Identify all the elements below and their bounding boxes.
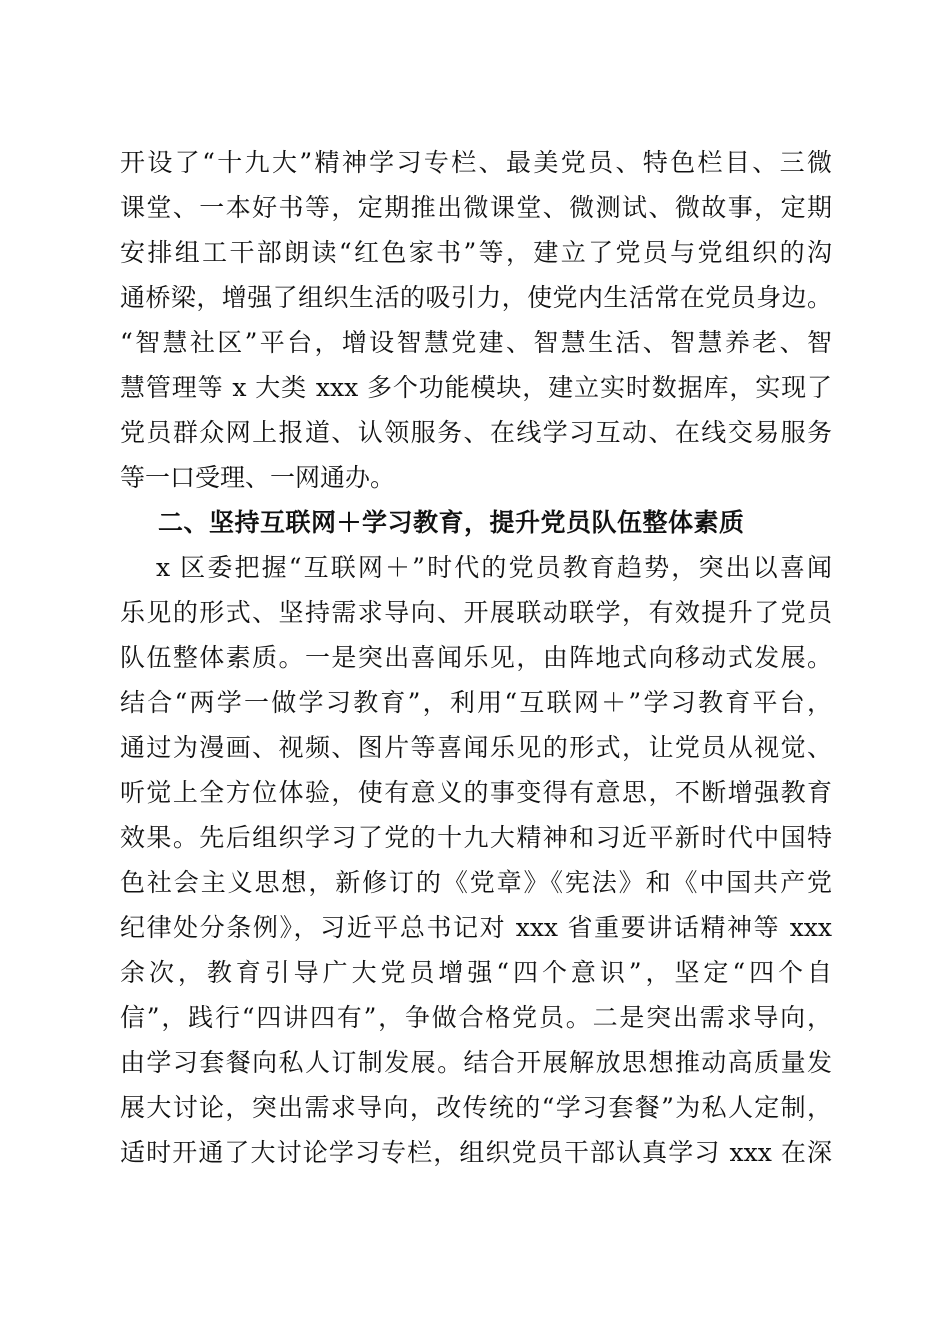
body-line: 效果。先后组织学习了党的十九大精神和习近平新时代中国特 [120,823,832,852]
body-line: 余次，教育引导广大党员增强“四个意识”，坚定“四个自 [120,958,832,987]
body-line: 适时开通了大讨论学习专栏，组织党员干部认真学习 xxx 在深 [120,1138,832,1167]
body-line: 结合“两学一做学习教育”，利用“互联网＋”学习教育平台， [120,688,832,717]
body-line: 信”，践行“四讲四有”，争做合格党员。二是突出需求导向， [120,1003,832,1032]
body-line: 色社会主义思想，新修订的《党章》《宪法》和《中国共产党 [120,868,832,897]
body-line: “智慧社区”平台，增设智慧党建、智慧生活、智慧养老、智 [120,328,832,357]
document-body [120,140,832,1175]
body-line: 等一口受理、一网通办。 [120,463,396,492]
body-line: 开设了“十九大”精神学习专栏、最美党员、特色栏目、三微 [120,148,832,177]
body-line: x 区委把握“互联网＋”时代的党员教育趋势，突出以喜闻 [156,553,832,582]
body-line: 乐见的形式、坚持需求导向、开展联动联学，有效提升了党员 [120,598,832,627]
body-line: 展大讨论，突出需求导向，改传统的“学习套餐”为私人定制， [120,1093,832,1122]
body-line: 通桥梁，增强了组织生活的吸引力，使党内生活常在党员身边。 [120,283,832,312]
body-line: 慧管理等 x 大类 xxx 多个功能模块，建立实时数据库，实现了 [120,373,832,402]
body-line: 听觉上全方位体验，使有意义的事变得有意思，不断增强教育 [120,778,832,807]
body-line: 通过为漫画、视频、图片等喜闻乐见的形式，让党员从视觉、 [120,733,832,762]
body-line: 队伍整体素质。一是突出喜闻乐见，由阵地式向移动式发展。 [120,643,832,672]
body-line: 由学习套餐向私人订制发展。结合开展解放思想推动高质量发 [120,1048,832,1077]
body-line: 安排组工干部朗读“红色家书”等，建立了党员与党组织的沟 [120,238,832,267]
body-line: 课堂、一本好书等，定期推出微课堂、微测试、微故事，定期 [120,193,832,222]
body-line: 党员群众网上报道、认领服务、在线学习互动、在线交易服务 [120,418,832,447]
section-heading: 二、坚持互联网＋学习教育，提升党员队伍整体素质 [158,508,745,537]
body-line: 纪律处分条例》，习近平总书记对 xxx 省重要讲话精神等 xxx [120,913,832,942]
